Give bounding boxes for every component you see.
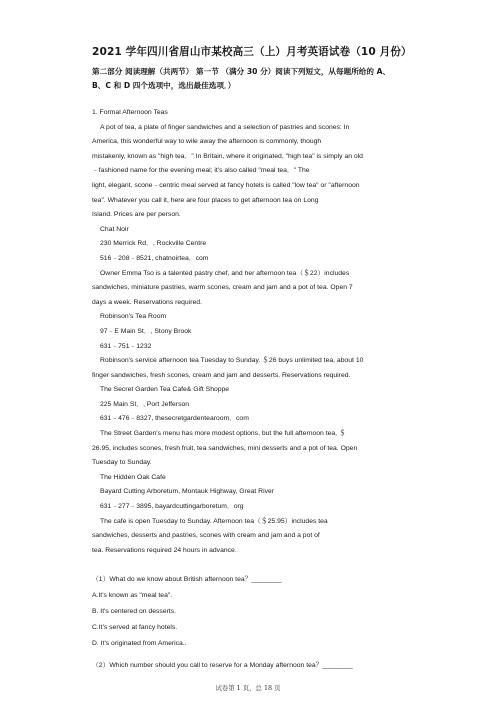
venue-contact: 516﹣208﹣8521, chatnoirtea．com <box>100 254 209 262</box>
venue-address: Bayard Cutting Arboretum, Montauk Highway, Great River <box>100 488 275 496</box>
passage-line: America, this wonderful way to wile away the afternoon is commonly, though <box>92 138 322 146</box>
venue-name: Robinson's Tea Room <box>100 313 167 321</box>
venue-address: 225 Main St．, Port Jefferson <box>100 400 190 408</box>
venue-hidden-oak <box>92 471 468 559</box>
passage-line: A pot of tea, a plate of finger sandwiches and a selection of pastries and scones: In <box>100 123 350 131</box>
question-2 <box>92 659 468 675</box>
answer-option: A.It's known as "meal tea". <box>92 592 173 599</box>
venue-description-cont: Tuesday to Sunday. <box>92 459 152 467</box>
exam-title: 2021 学年四川省眉山市某校高三（上）月考英语试卷（10 月份） <box>92 46 412 58</box>
passage-line: light, elegant, scone﹣centric meal served at fancy hotels is called "low tea" or "afternoon <box>92 181 360 189</box>
passage-line: tea". Whatever you call it, here are four places to get afternoon tea on Long <box>92 196 319 204</box>
passage-line: Island. Prices are per person. <box>92 211 181 219</box>
question-stem: （2）Which number should you call to reserve for a Monday afternoon tea？________ <box>92 662 353 669</box>
venue-robinsons <box>92 310 468 383</box>
question-1 <box>92 573 468 653</box>
venue-name: The Hidden Oak Cafe <box>100 473 166 481</box>
question-stem: （1）What do we know about British afternoon tea？________ <box>92 576 282 583</box>
venue-address: 97﹣E Main St．, Stony Brook <box>100 327 192 335</box>
venue-contact: 631﹣277﹣3895, bayardcuttingarboretum．org <box>100 503 244 511</box>
venue-description-cont: finger sandwiches, fresh scones, cream and jam and desserts. Reservations required. <box>92 371 351 379</box>
passage-body <box>92 106 468 675</box>
venue-description: Robinson's service afternoon tea Tuesday to Sunday. ＄26 buys unlimited tea, about 10 <box>100 357 364 365</box>
venue-name: The Secret Garden Tea Cafe& Gift Shoppe <box>100 386 230 394</box>
venue-chat-noir <box>92 223 468 311</box>
venue-secret-garden <box>92 383 468 471</box>
venue-description-cont: 26.95, includes scones, fresh fruit, tea sandwiches, mini desserts and a pot of tea. Open <box>92 444 358 452</box>
venue-description-cont: sandwiches, miniature pastries, warm scones, cream and jam and a pot of tea. Open 7 <box>92 284 353 292</box>
passage-heading: 1. Formal Afternoon Teas <box>92 109 168 116</box>
venue-description-cont: days a week. Reservations required. <box>92 298 202 306</box>
venue-name: Chat Noir <box>100 225 129 233</box>
venue-contact: 631﹣476﹣8327, thesecretgardentearoom．com <box>100 415 249 423</box>
section-instructions <box>92 65 472 93</box>
venue-address: 230 Merrick Rd．, Rockville Centre <box>100 240 207 248</box>
venue-description: Owner Emma Tso is a talented pastry chef, and her afternoon tea（＄22）includes <box>100 269 350 277</box>
answer-option: B. It's centered on desserts. <box>92 608 177 615</box>
section-line-2: B、C 和 D 四个选项中，选出最佳选项．） <box>92 81 236 90</box>
page-footer: 试卷第 1 页，总 18 页 <box>215 684 281 692</box>
section-line-1: 第二部分 阅读理解（共两节） 第一节 （满分 30 分）阅读下列短文，从每题所给的 A、 <box>92 67 391 76</box>
venue-description: The cafe is open Tuesday to Sunday. Afternoon tea（＄25.95）includes tea <box>100 517 328 525</box>
passage-line: mistakenly, known as "high tea．" In Britain, where it originated, "high tea" is simply an old <box>92 152 363 160</box>
venue-description-cont: tea. Reservations required 24 hours in advance. <box>92 546 237 554</box>
venue-description-cont: sandwiches, desserts and pastries, scones with cream and jam and a pot of <box>92 532 320 540</box>
answer-option: C.It's served at fancy hotels. <box>92 624 178 631</box>
answer-option: D. It's originated from America.. <box>92 640 187 647</box>
venue-description: The Street Garden's menu has more modest options, but the full afternoon tea, ＄ <box>100 430 346 438</box>
venue-contact: 631﹣751﹣1232 <box>100 342 152 350</box>
passage-line: ﹣fashioned name for the evening meal; it's also called "meal tea．" The <box>92 167 310 175</box>
